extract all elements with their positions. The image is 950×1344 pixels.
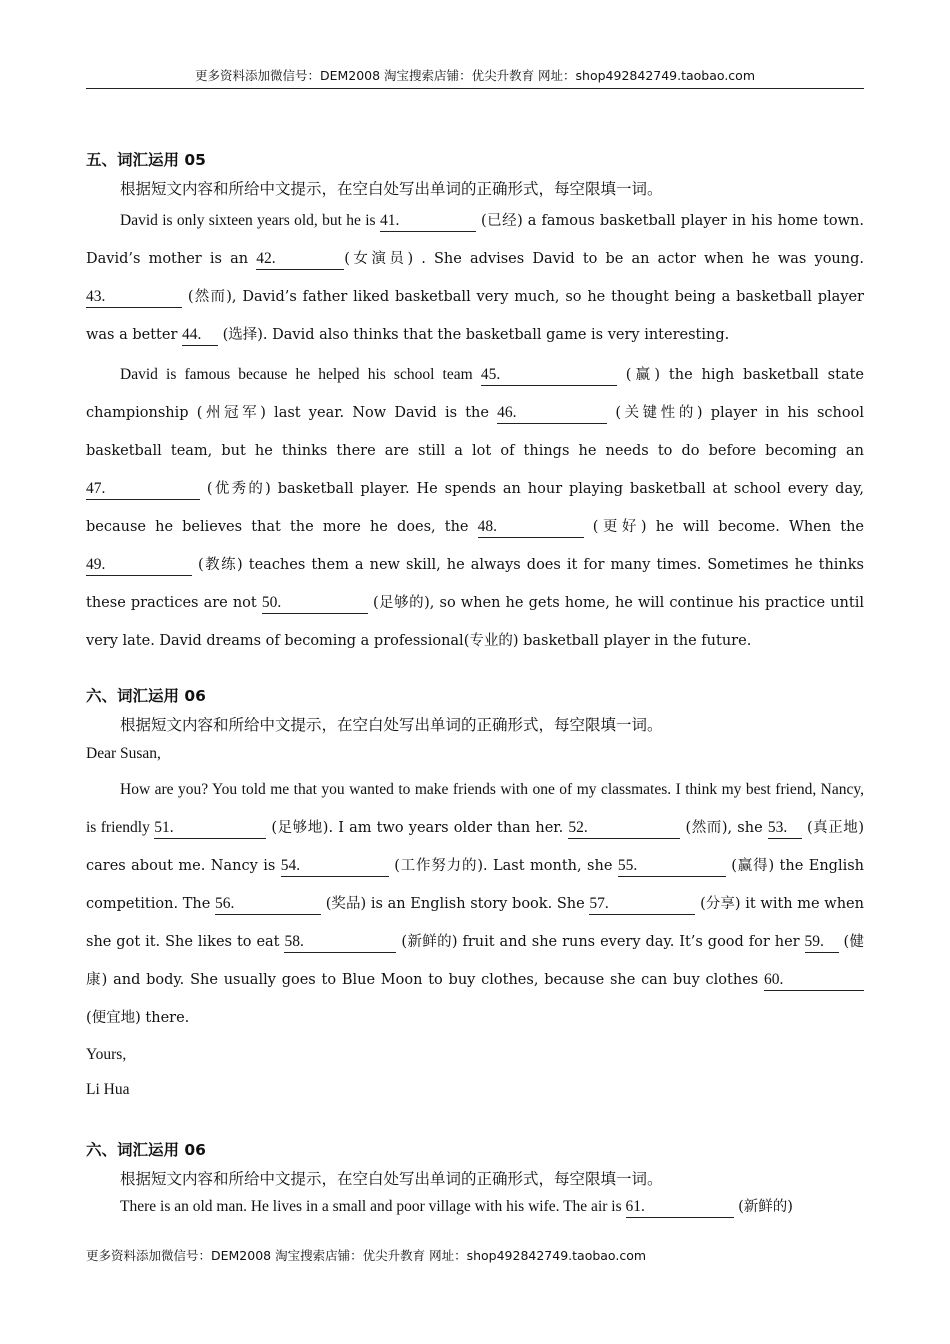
blank-53[interactable]: 53. <box>768 818 802 839</box>
section-title: 六、词汇运用 06 <box>86 1141 206 1159</box>
blank-49[interactable]: 49. <box>86 555 192 576</box>
header-text: 更多资料添加微信号：DEM2008 淘宝搜索店铺：优尖升教育 网址：shop492842749.taobao.com <box>194 68 756 83</box>
blank-48[interactable]: 48. <box>478 517 584 538</box>
blank-60[interactable]: 60. <box>764 970 864 991</box>
passage-paragraph: How are you? You told me that you wanted to make friends with one of my classmates. I think my best friend, Nancy, is friendly 51. (足够地). I am two years older than her. 52. (然而), she 53. (真正地) cares about me. Nancy is 54. (工作努力的). Last month, she 55. (赢得) the English competition. The 56. (奖品) is an English story book. She 57. (分享) it with me when she got it. She likes to eat 58. (新鲜的) fruit and she runs every day. It’s good for her 59. (健康) and body. She usually goes to Blue Moon to buy clothes, because she can buy clothes 60. (便宜地) there. <box>86 781 864 1026</box>
blank-61[interactable]: 61. <box>626 1197 734 1218</box>
section-06-b <box>86 1140 864 1222</box>
blank-42[interactable]: 42. <box>256 249 344 270</box>
blank-50[interactable]: 50. <box>262 593 368 614</box>
blank-57[interactable]: 57. <box>589 894 695 915</box>
blank-41[interactable]: 41. <box>380 211 476 232</box>
page-header <box>86 66 864 89</box>
blank-43[interactable]: 43. <box>86 287 182 308</box>
letter-signature: Li Hua <box>86 1081 130 1098</box>
section-06 <box>86 686 864 1107</box>
blank-51[interactable]: 51. <box>154 818 266 839</box>
passage-paragraph: David is only sixteen years old, but he is 41. (已经) a famous basketball player in his home town. David’s mother is an 42. (女演员) . She advises David to be an actor when he was young. 43. (然而), David’s father liked basketball very much, so he thought being a basketball player was a better 44. (选择). David also thinks that the basketball game is very interesting. <box>86 202 864 354</box>
section-title: 五、词汇运用 05 <box>86 151 206 169</box>
section-title: 六、词汇运用 06 <box>86 687 206 705</box>
blank-47[interactable]: 47. <box>86 479 200 500</box>
blank-55[interactable]: 55. <box>618 856 726 877</box>
page-footer <box>86 1246 864 1266</box>
passage-paragraph: David is famous because he helped his school team 45. (赢) the high basketball state championship (州冠军) last year. Now David is the 46. (关键性的) player in his school basketball team, but he thinks there are still a lot of things he needs to do before becoming an 47. (优秀的) basketball player. He spends an hour playing basketball at school every day, because he believes that the more he does, the 48. (更好) he will become. When the 49. (教练) teaches them a new skill, he always does it for many times. Sometimes he thinks these practices are not 50. (足够的), so when he gets home, he will continue his practice until very late. David dreams of becoming a professional(专业的) basketball player in the future. <box>86 366 865 649</box>
blank-58[interactable]: 58. <box>284 932 396 953</box>
instruction: 根据短文内容和所给中文提示，在空白处写出单词的正确形式，每空限填一词。 <box>120 1171 663 1188</box>
instruction: 根据短文内容和所给中文提示，在空白处写出单词的正确形式，每空限填一词。 <box>120 181 663 198</box>
blank-45[interactable]: 45. <box>481 365 617 386</box>
blank-44[interactable]: 44. <box>182 325 218 346</box>
blank-59[interactable]: 59. <box>805 932 839 953</box>
blank-56[interactable]: 56. <box>215 894 321 915</box>
passage-paragraph: There is an old man. He lives in a small and poor village with his wife. The air is 61. (新鲜的) <box>86 1192 864 1222</box>
letter-greeting: Dear Susan, <box>86 745 161 762</box>
footer-text: 更多资料添加微信号：DEM2008 淘宝搜索店铺：优尖升教育 网址：shop492842749.taobao.com <box>86 1248 647 1263</box>
letter-closing: Yours, <box>86 1046 127 1063</box>
blank-46[interactable]: 46. <box>497 403 607 424</box>
blank-52[interactable]: 52. <box>568 818 680 839</box>
section-05 <box>86 150 864 660</box>
instruction: 根据短文内容和所给中文提示，在空白处写出单词的正确形式，每空限填一词。 <box>120 717 663 734</box>
blank-54[interactable]: 54. <box>281 856 389 877</box>
